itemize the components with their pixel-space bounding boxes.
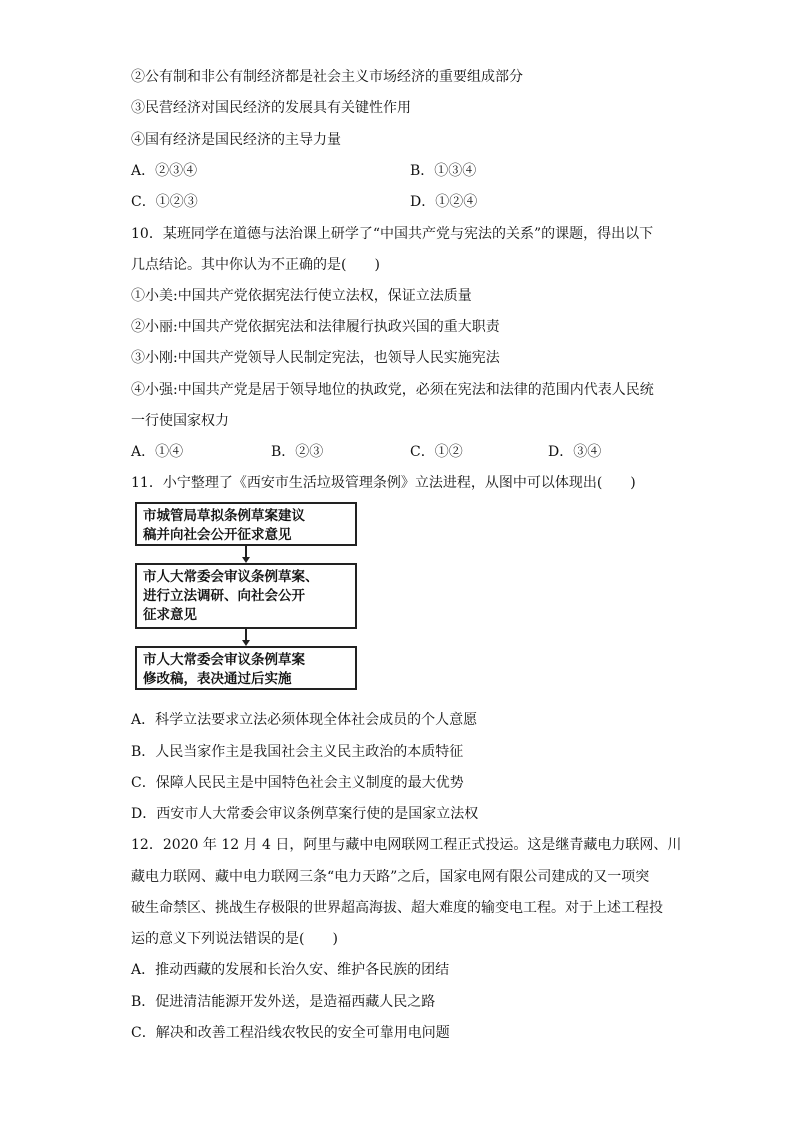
flowchart-step-2-line-1: 市人大常委会审议条例草案、 [143, 569, 319, 585]
q9-option-a[interactable]: A．②③④ [131, 163, 198, 179]
q9-option-b[interactable]: B．①③④ [410, 163, 477, 179]
q10-option-c[interactable]: C．①② [410, 444, 463, 460]
q11-option-a[interactable]: A．科学立法要求立法必须体现全体社会成员的个人意愿 [131, 712, 478, 728]
q10-statement-4-line-1: ④小强:中国共产党是居于领导地位的执政党，必须在宪法和法律的范围内代表人民统 [131, 382, 654, 398]
q11-option-d[interactable]: D．西安市人大常委会审议条例草案行使的是国家立法权 [131, 806, 479, 822]
q10-option-b[interactable]: B．②③ [271, 444, 324, 460]
flowchart-step-2-line-3: 征求意见 [143, 607, 197, 623]
q9-option-d[interactable]: D．①②④ [410, 194, 478, 210]
q12-option-c[interactable]: C．解决和改善工程沿线农牧民的安全可靠用电问题 [131, 1025, 450, 1041]
q12-option-b[interactable]: B．促进清洁能源开发外送，是造福西藏人民之路 [131, 994, 436, 1010]
q10-statement-3: ③小刚:中国共产党领导人民制定宪法，也领导人民实施宪法 [131, 350, 500, 366]
q11-flowchart [135, 502, 365, 692]
flowchart-step-1-line-2: 稿并向社会公开征求意见 [143, 527, 292, 543]
q11-option-c[interactable]: C．保障人民民主是中国特色社会主义制度的最大优势 [131, 775, 464, 791]
q10-stem-line-1: 10．某班同学在道德与法治课上研学了“中国共产党与宪法的关系”的课题，得出以下 [131, 226, 654, 242]
flowchart-step-1-line-1: 市城管局草拟条例草案建议 [143, 508, 305, 524]
q11-option-b[interactable]: B．人民当家作主是我国社会主义民主政治的本质特征 [131, 744, 464, 760]
q10-statement-4-line-2: 一行使国家权力 [131, 413, 229, 429]
q9-statement-4: ④国有经济是国民经济的主导力量 [131, 132, 341, 148]
q12-stem-line-4: 运的意义下列说法错误的是( ) [131, 931, 338, 947]
flowchart-step-1 [135, 502, 357, 546]
q12-option-a[interactable]: A．推动西藏的发展和长治久安、维护各民族的团结 [131, 962, 450, 978]
q10-statement-1: ①小美:中国共产党依据宪法行使立法权，保证立法质量 [131, 288, 472, 304]
q10-statement-2: ②小丽:中国共产党依据宪法和法律履行执政兴国的重大职责 [131, 319, 500, 335]
q12-stem-line-1: 12．2020 年 12 月 4 日，阿里与藏中电网联网工程正式投运。这是继青藏电力联网、川 [131, 837, 682, 853]
q12-stem-line-3: 破生命禁区、挑战生存极限的世界超高海拔、超大难度的输变电工程。对于上述工程投 [131, 900, 663, 916]
q9-statement-3: ③民营经济对国民经济的发展具有关键性作用 [131, 100, 411, 116]
flowchart-step-3-line-2: 修改稿，表决通过后实施 [143, 671, 292, 687]
flowchart-step-2 [135, 563, 357, 629]
q10-option-a[interactable]: A．①④ [131, 444, 184, 460]
flowchart-step-3-line-1: 市人大常委会审议条例草案 [143, 652, 305, 668]
q9-option-c[interactable]: C．①②③ [131, 194, 198, 210]
q10-option-d[interactable]: D．③④ [548, 444, 602, 460]
q10-stem-line-2: 几点结论。其中你认为不正确的是( ) [131, 257, 380, 273]
q11-stem: 11．小宁整理了《西安市生活垃圾管理条例》立法进程，从图中可以体现出( ) [131, 475, 636, 491]
flowchart-step-3 [135, 646, 357, 690]
q12-stem-line-2: 藏电力联网、藏中电力联网三条“电力天路”之后，国家电网有限公司建成的又一项突 [131, 869, 650, 885]
flowchart-step-2-line-2: 进行立法调研、向社会公开 [143, 588, 305, 604]
q9-statement-2: ②公有制和非公有制经济都是社会主义市场经济的重要组成部分 [131, 69, 523, 85]
